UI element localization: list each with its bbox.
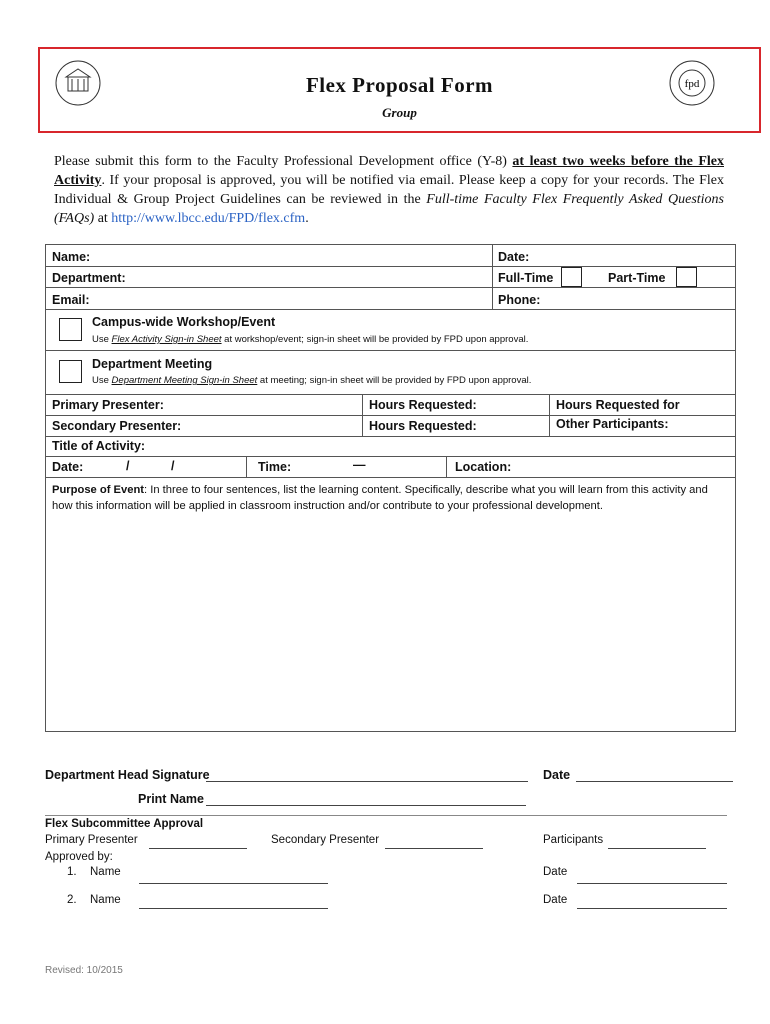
- approver-2-name-label: Name: [90, 894, 121, 906]
- participants-approval-label: Participants: [543, 834, 604, 846]
- proposal-table: [45, 244, 736, 732]
- form-header: [38, 47, 761, 133]
- location-label: Location:: [455, 460, 512, 474]
- row-email: [46, 288, 735, 310]
- hours-other-label-1: Hours Requested for: [556, 398, 680, 412]
- department-meeting-label: Department Meeting: [92, 357, 213, 371]
- time-label: Time:: [258, 460, 292, 474]
- approver-1-date-line[interactable]: [577, 883, 727, 884]
- approver-2-name-line[interactable]: [139, 908, 328, 909]
- intro-paragraph: Please submit this form to the Faculty Professional Development office (Y-8) at least two weeks before the Flex Activity. If your proposal is approved, you will be notified via email. Please keep a copy for your records. The Flex Individual & Group Project Guidelines can be reviewed in the Full-time Faculty Flex Frequently Asked Questions (FAQs) at http://www.lbcc.edu/FPD/flex.cfm.: [54, 154, 724, 226]
- approver-2-number: 2.: [67, 894, 77, 906]
- hours-other-label-2: Other Participants:: [556, 417, 669, 431]
- fpd-logo: [668, 59, 716, 107]
- primary-presenter-approval-line[interactable]: [149, 848, 247, 849]
- phone-label: Phone:: [498, 293, 541, 307]
- row-date-time-location: [46, 457, 735, 478]
- title-activity-label: Title of Activity:: [52, 439, 146, 453]
- page-subtitle: Group: [382, 105, 417, 120]
- section-divider: [45, 815, 727, 816]
- dept-head-date-line[interactable]: [576, 781, 733, 782]
- approver-1-number: 1.: [67, 866, 77, 878]
- email-label: Email:: [52, 293, 90, 307]
- row-name: [46, 245, 735, 267]
- purpose-textarea[interactable]: [52, 520, 728, 725]
- dept-head-signature-label: Department Head Signature: [45, 768, 210, 782]
- activity-date-label: Date:: [52, 460, 84, 474]
- parttime-checkbox[interactable]: [676, 267, 697, 287]
- primary-presenter-label: Primary Presenter:: [52, 398, 164, 412]
- department-meeting-note: Use Department Meeting Sign-in Sheet at meeting; sign-in sheet will be provided by FPD upon approval.: [92, 375, 532, 386]
- print-name-line[interactable]: [206, 805, 526, 806]
- approver-1-name-label: Name: [90, 866, 121, 878]
- fulltime-label: Full-Time: [498, 271, 554, 285]
- row-campus-wide: [46, 310, 735, 351]
- hours-requested-label-2: Hours Requested:: [369, 419, 477, 433]
- approver-2-date-label: Date: [543, 894, 568, 906]
- dept-signin-sheet-link[interactable]: Department Meeting Sign-in Sheet: [111, 375, 258, 386]
- department-meeting-checkbox[interactable]: [59, 360, 82, 383]
- dept-head-date-label: Date: [543, 768, 571, 782]
- deadline-emphasis: at least two weeks before the Flex Activity: [54, 154, 724, 188]
- time-dash: —: [353, 458, 366, 472]
- approver-2-date-line[interactable]: [577, 908, 727, 909]
- date-slash-2: /: [171, 459, 175, 473]
- campus-wide-checkbox[interactable]: [59, 318, 82, 341]
- approver-1-name-line[interactable]: [139, 883, 328, 884]
- row-title-activity: [46, 437, 735, 457]
- dept-head-signature-line[interactable]: [206, 781, 528, 782]
- flex-signin-sheet-link[interactable]: Flex Activity Sign-in Sheet: [111, 334, 222, 345]
- primary-presenter-approval-label: Primary Presenter: [45, 834, 138, 846]
- subcommittee-label: Flex Subcommittee Approval: [45, 818, 204, 830]
- campus-wide-label: Campus-wide Workshop/Event: [92, 315, 276, 329]
- parttime-label: Part-Time: [608, 271, 666, 285]
- row-department: [46, 267, 735, 288]
- campus-wide-note: Use Flex Activity Sign-in Sheet at workshop/event; sign-in sheet will be provided by FPD upon approval.: [92, 334, 529, 345]
- name-label: Name:: [52, 250, 91, 264]
- revised-date: Revised: 10/2015: [45, 965, 123, 976]
- flex-guidelines-link[interactable]: http://www.lbcc.edu/FPD/flex.cfm: [111, 211, 306, 226]
- secondary-presenter-approval-label: Secondary Presenter: [271, 834, 380, 846]
- page-title: Flex Proposal Form: [305, 73, 494, 97]
- purpose-text: Purpose of Event: In three to four sentences, list the learning content. Specifically, describe what you will learn from this activity and how this information will be applied in classroom instruction and/or contribute to your professional development.: [52, 484, 708, 512]
- department-label: Department:: [52, 271, 126, 285]
- fpd-logo-text: fpd: [684, 78, 700, 90]
- date-slash-1: /: [126, 459, 130, 473]
- purpose-label: Purpose of Event: [52, 484, 145, 496]
- print-name-label: Print Name: [138, 792, 204, 806]
- secondary-presenter-label: Secondary Presenter:: [52, 419, 182, 433]
- secondary-presenter-approval-line[interactable]: [385, 848, 483, 849]
- row-primary-presenter: [46, 395, 735, 416]
- row-department-meeting: [46, 351, 735, 395]
- fulltime-checkbox[interactable]: [561, 267, 582, 287]
- approver-1-date-label: Date: [543, 866, 568, 878]
- date-label: Date:: [498, 250, 530, 264]
- participants-approval-line[interactable]: [608, 848, 706, 849]
- row-secondary-presenter: [46, 416, 735, 437]
- hours-requested-label-1: Hours Requested:: [369, 398, 477, 412]
- approved-by-label: Approved by:: [45, 851, 113, 863]
